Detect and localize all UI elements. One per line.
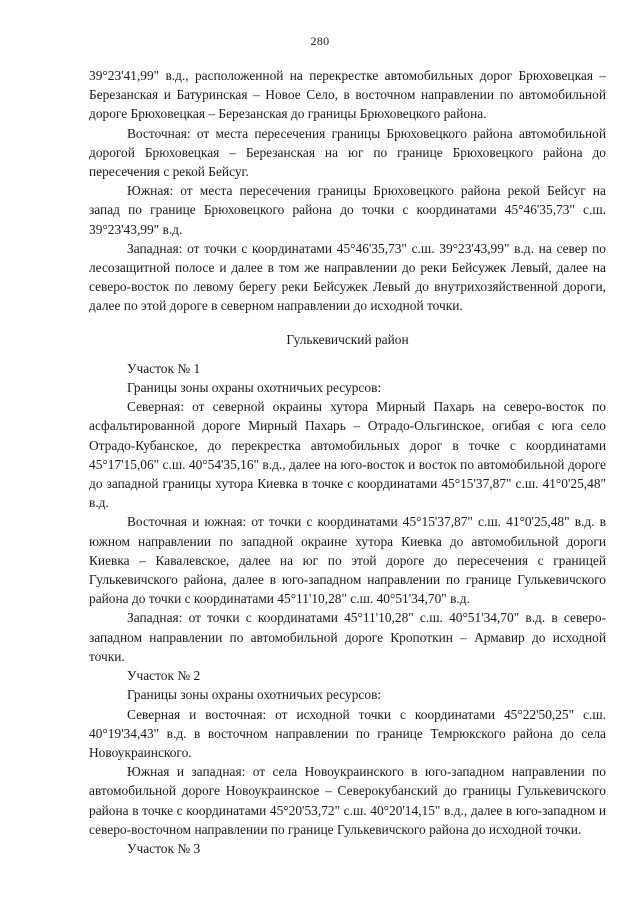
paragraph: 39°23'41,99" в.д., расположенной на перекрестке автомобильных дорог Брюховецкая – Березанская и Батуринская – Новое Село, в восточном направлении по автомобильной дороге Брюховецкая – Березанская до границы Брюховецкого района. (89, 68, 606, 122)
section-title: Гулькевичский район (286, 331, 409, 347)
plot-label: Участок № 3 (127, 840, 201, 856)
document-body (89, 66, 606, 858)
paragraph: Южная: от места пересечения границы Брюховецкого района рекой Бейсуг на запад по границе Брюховецкого района до точки с координатами 45°46'35,73" с.ш. 39°23'43,99" в.д. (89, 183, 606, 237)
plot-label: Участок № 2 (127, 668, 201, 684)
plot-label: Участок № 1 (127, 360, 201, 376)
paragraph: Западная: от точки с координатами 45°46'35,73" с.ш. 39°23'43,99" в.д. на север по лесозащитной полосе и далее в том же направлении до реки Бейсужек Левый, далее на северо-восток по левому берегу реки Бейсужек Левый до внутрихозяйственной дороги, далее по этой дороге в северном направлении до исходной точки. (89, 240, 606, 314)
boundary-label: Границы зоны охраны охотничьих ресурсов: (127, 687, 382, 703)
paragraph: Южная и западная: от села Новоукраинского в юго-западном направлении по автомобильной дороге Новоукраинское – Северокубанский до границы Гулькевичского района в точке с координатами 45°20'53,72" с.ш. 40°20'14,15" в.д., далее в юго-западном и северо-восточном направлении по границе Гулькевичского района до исходной точки. (89, 764, 606, 837)
paragraph: Западная: от точки с координатами 45°11'10,28" с.ш. 40°51'34,70" в.д. в северо-западном направлении по автомобильной дороге Кропоткин – Армавир до исходной точки. (89, 610, 606, 664)
paragraph: Северная и восточная: от исходной точки с координатами 45°22'50,25" с.ш. 40°19'34,43" в.д. в восточном направлении по границе Темрюкского района до села Новоукраинского. (89, 706, 606, 760)
top-paragraphs (89, 66, 606, 316)
paragraph: Восточная и южная: от точки с координатами 45°15'37,87" с.ш. 41°0'25,48" в.д. в южном направлении по западной окраине хутора Киевка до автомобильной дороги Киевка – Кавалевское, далее на юг по этой дороге до пересечения с границей Гулькевичского района, далее в юго-западном направлении по границе Гулькевичского района до точки с координатами 45°11'10,28" с.ш. 40°51'34,70" в.д. (89, 514, 606, 607)
section-body (89, 359, 606, 858)
boundary-label: Границы зоны охраны охотничьих ресурсов: (127, 380, 382, 396)
paragraph: Восточная: от места пересечения границы Брюховецкого района автомобильной дорогой Брюховецкая – Березанская на юг по границе Брюховецкого района до пересечения с рекой Бейсуг. (89, 125, 606, 180)
paragraph: Северная: от северной окраины хутора Мирный Пахарь на северо-восток по асфальтированной дороге Мирный Пахарь – Отрадо-Ольгинское, огибая с юга село Отрадо-Кубанское, до перекрестка автомобильных дорог в точке с координатами 45°17'15,06" с.ш. 40°54'35,16" в.д., далее на юго-восток и восток по автомобильной дороге до западной границы хутора Киевка в точке с координатами 45°15'37,87" с.ш. 41°0'25,48" в.д. (89, 399, 606, 511)
page-number: 280 (310, 34, 330, 48)
